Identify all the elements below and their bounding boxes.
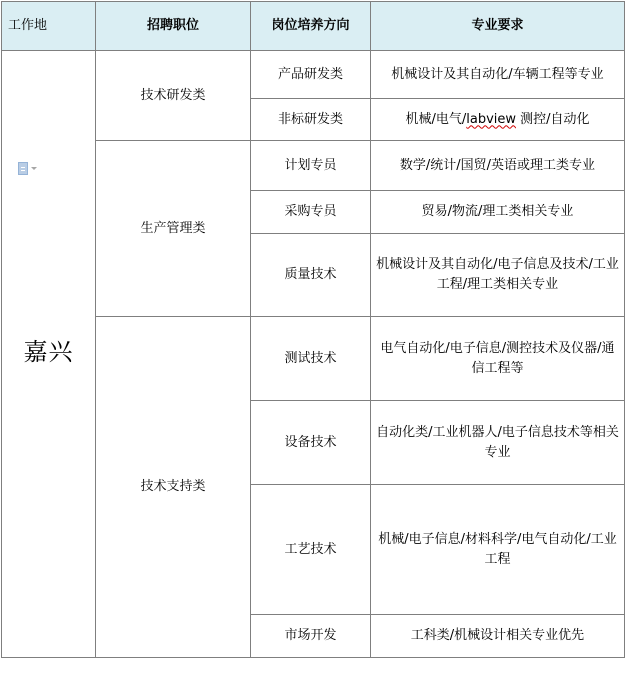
direction-cell: 采购专员 (251, 191, 371, 234)
document-sheet-icon (18, 162, 28, 175)
position-cell: 技术研发类 (96, 51, 251, 141)
document-icon[interactable] (18, 162, 37, 175)
requirement-cell: 机械设计及其自动化/电子信息及技术/工业工程/理工类相关专业 (371, 234, 625, 317)
direction-cell: 市场开发 (251, 615, 371, 658)
caret-down-icon (31, 167, 37, 170)
header-direction: 岗位培养方向 (251, 2, 371, 51)
recruitment-table (1, 1, 625, 658)
header-location: 工作地 (2, 2, 96, 51)
direction-cell: 质量技术 (251, 234, 371, 317)
spellcheck-flagged-word: labview (466, 111, 516, 127)
requirement-cell: 电气自动化/电子信息/测控技术及仪器/通信工程等 (371, 317, 625, 401)
requirement-text-start: 机械/电气/ (405, 111, 467, 127)
direction-cell: 产品研发类 (251, 51, 371, 99)
direction-cell: 计划专员 (251, 141, 371, 191)
requirement-cell: 贸易/物流/理工类相关专业 (371, 191, 625, 234)
position-cell: 技术支持类 (96, 317, 251, 658)
direction-cell: 设备技术 (251, 401, 371, 485)
requirement-cell: 数学/统计/国贸/英语或理工类专业 (371, 141, 625, 191)
header-requirement: 专业要求 (371, 2, 625, 51)
direction-cell: 测试技术 (251, 317, 371, 401)
requirement-cell: 机械设计及其自动化/车辆工程等专业 (371, 51, 625, 99)
table-row (2, 51, 625, 99)
direction-cell: 非标研发类 (251, 99, 371, 141)
location-name: 嘉兴 (23, 337, 74, 366)
direction-cell: 工艺技术 (251, 485, 371, 615)
requirement-text-end: 测控/自动化 (516, 111, 590, 127)
requirement-cell: 机械/电子信息/材料科学/电气自动化/工业工程 (371, 485, 625, 615)
position-cell: 生产管理类 (96, 141, 251, 317)
requirement-cell (371, 99, 625, 141)
requirement-cell: 自动化类/工业机器人/电子信息技术等相关专业 (371, 401, 625, 485)
requirement-cell: 工科类/机械设计相关专业优先 (371, 615, 625, 658)
location-cell (2, 51, 96, 658)
header-position: 招聘职位 (96, 2, 251, 51)
table-header-row (2, 2, 625, 51)
